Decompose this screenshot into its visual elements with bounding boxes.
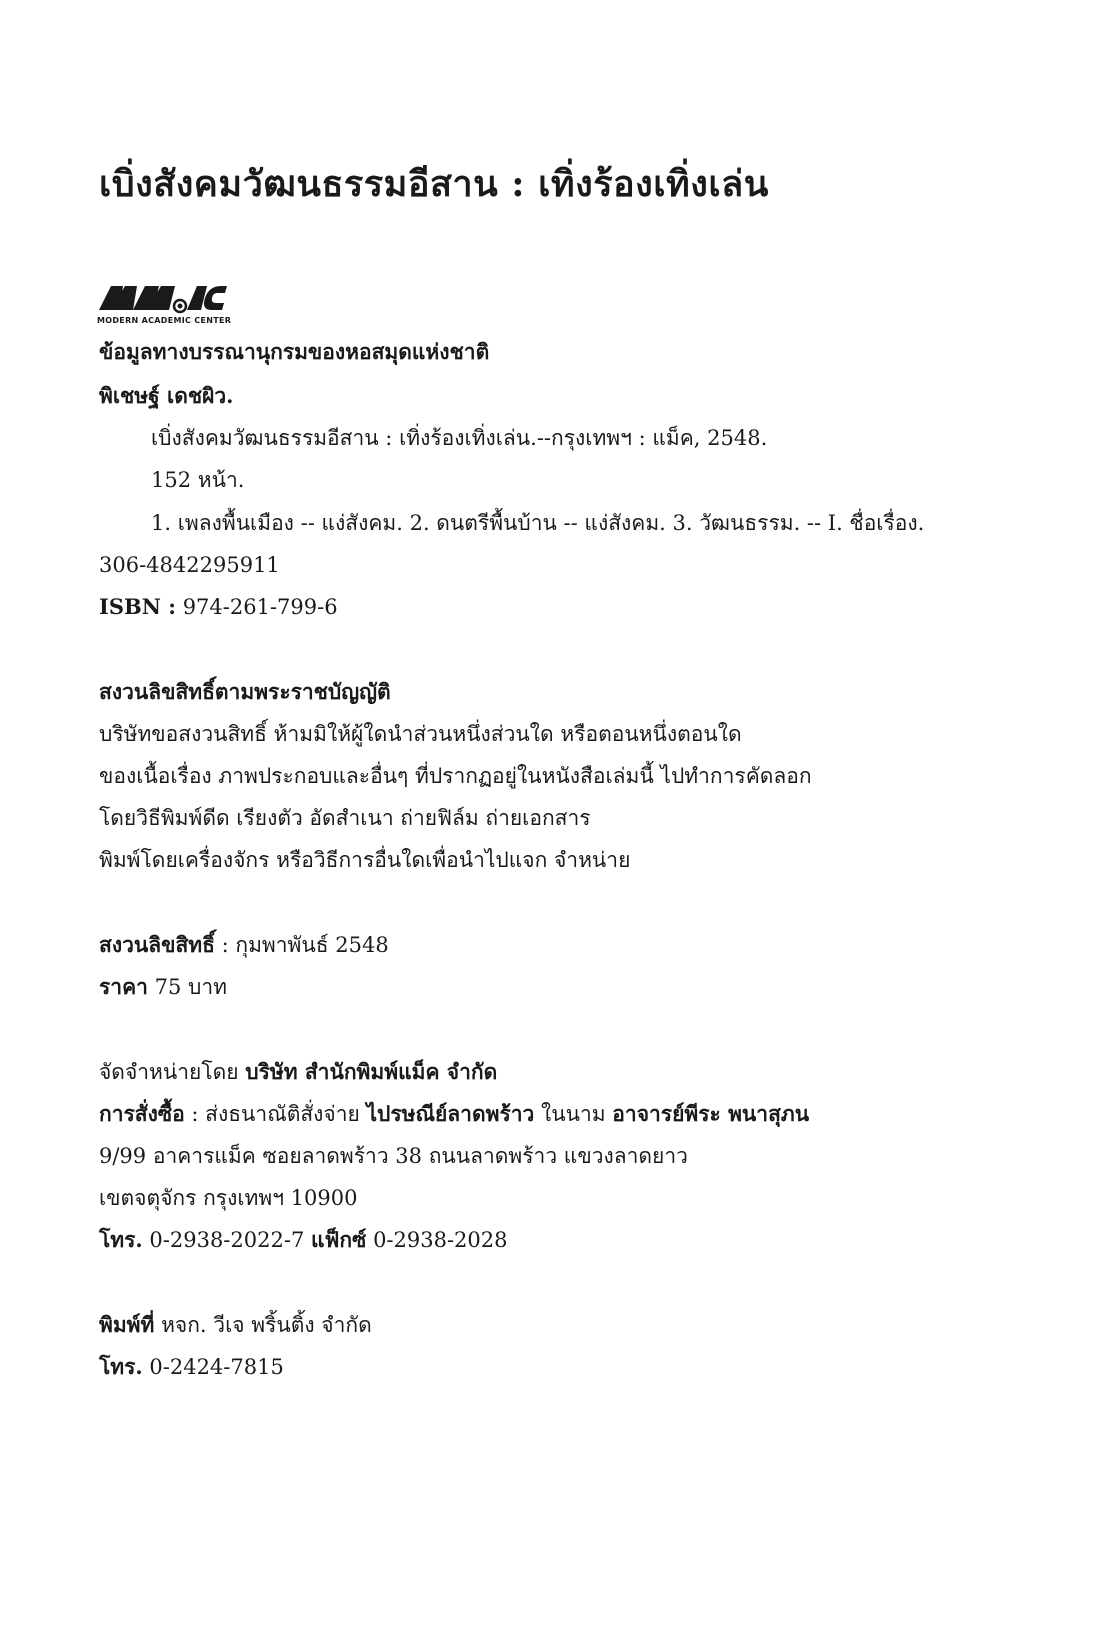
address-line-2: เขตจตุจักร กรุงเทพฯ 10900	[99, 1186, 358, 1210]
contact-phone-fax	[99, 1225, 508, 1255]
cataloging-heading: ข้อมูลทางบรรณานุกรมของหอสมุดแห่งชาติ	[99, 339, 490, 364]
copyright-line: โดยวิธีพิมพ์ดีด เรียงตัว อัดสำเนา ถ่ายฟิล์ม ถ่ายเอกสาร	[99, 806, 591, 830]
order-payee: อาจารย์พีระ พนาสุภน	[612, 1101, 810, 1126]
order-label: การสั่งซื้อ	[99, 1101, 185, 1126]
copyright-date	[99, 930, 389, 960]
printer-label: พิมพ์ที่	[99, 1312, 155, 1337]
tel-label: โทร.	[99, 1227, 143, 1252]
call-number: 306-4842295911	[99, 553, 280, 577]
printer-phone	[99, 1352, 284, 1382]
address-line-1: 9/99 อาคารแม็ค ซอยลาดพร้าว 38 ถนนลาดพร้าว แขวงลาดยาว	[99, 1144, 688, 1168]
distributor-company: บริษัท สำนักพิมพ์แม็ค จำกัด	[245, 1059, 498, 1084]
author: พิเชษฐ์ เดชผิว.	[99, 383, 234, 408]
isbn-label: ISBN :	[99, 594, 176, 619]
tel-value: 0-2938-2022-7	[149, 1228, 305, 1252]
copyright-line: ของเนื้อเรื่อง ภาพประกอบและอื่นๆ ที่ปรากฏอยู่ในหนังสือเล่มนี้ ไปทำการคัดลอก	[99, 764, 812, 788]
order-method: : ส่งธนาณัติสั่งจ่าย	[191, 1102, 360, 1126]
mac-logo-icon	[97, 280, 229, 314]
copyright-date-label: สงวนลิขสิทธิ์	[99, 932, 215, 957]
distributor	[99, 1057, 497, 1087]
subjects: 1. เพลงพื้นเมือง -- แง่สังคม. 2. ดนตรีพื้นบ้าน -- แง่สังคม. 3. วัฒนธรรม. -- I. ชื่อเรื่อง.	[151, 511, 925, 535]
isbn-value: 974-261-799-6	[182, 595, 338, 619]
order-in-name: ในนาม	[541, 1102, 606, 1126]
fax-value: 0-2938-2028	[373, 1228, 508, 1252]
copyright-line: บริษัทขอสงวนสิทธิ์ ห้ามมิให้ผู้ใดนำส่วนหนึ่งส่วนใด หรือตอนหนึ่งตอนใด	[99, 722, 742, 746]
book-entry: เบิ่งสังคมวัฒนธรรมอีสาน : เทิ่งร้องเทิ่งเล่น.--กรุงเทพฯ : แม็ค, 2548.	[151, 426, 768, 450]
printer-tel-value: 0-2424-7815	[149, 1355, 284, 1379]
printer-tel-label: โทร.	[99, 1354, 143, 1379]
order-post-office: ไปรษณีย์ลาดพร้าว	[366, 1101, 535, 1126]
isbn	[99, 592, 338, 622]
printer	[99, 1310, 372, 1340]
page-count: 152 หน้า.	[151, 468, 245, 492]
publisher-logo	[97, 280, 232, 340]
price-value: 75 บาท	[154, 975, 227, 999]
logo-subtitle: MODERN ACADEMIC CENTER	[97, 316, 232, 325]
printer-name: หจก. วีเจ พริ้นติ้ง จำกัด	[161, 1313, 372, 1337]
order-info	[99, 1099, 809, 1129]
fax-label: แฟ็กซ์	[311, 1227, 367, 1252]
copyright-line: พิมพ์โดยเครื่องจักร หรือวิธีการอื่นใดเพื่อนำไปแจก จำหน่าย	[99, 848, 631, 872]
copyright-heading: สงวนลิขสิทธิ์ตามพระราชบัญญัติ	[99, 679, 391, 704]
distributor-prefix: จัดจำหน่ายโดย	[99, 1060, 239, 1084]
price	[99, 972, 227, 1002]
price-label: ราคา	[99, 974, 148, 999]
copyright-date-value: : กุมพาพันธ์ 2548	[221, 933, 389, 957]
book-title: เบิ่งสังคมวัฒนธรรมอีสาน : เทิ่งร้องเทิ่งเล่น	[99, 163, 769, 205]
